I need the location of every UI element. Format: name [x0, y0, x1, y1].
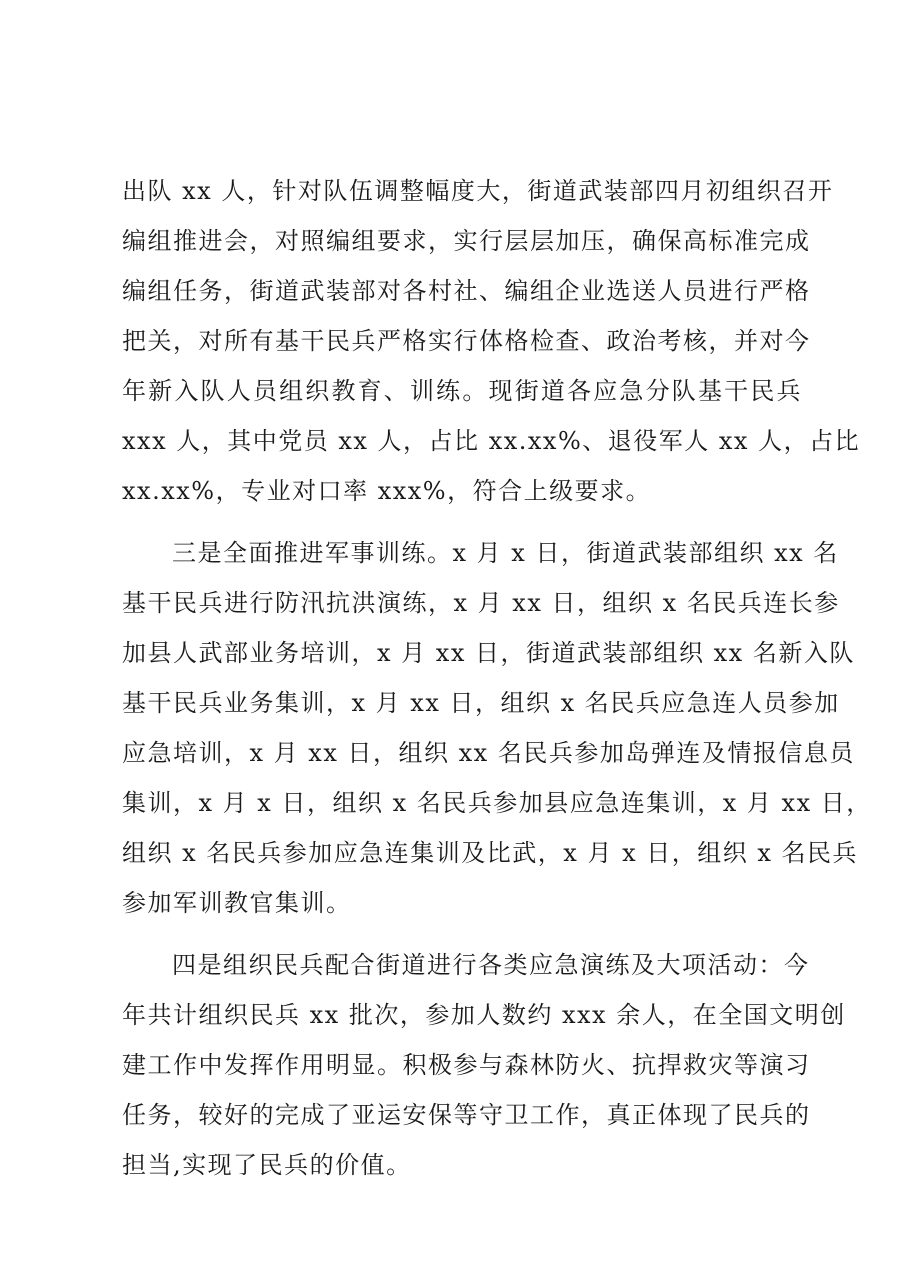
paragraph-1 — [122, 166, 861, 516]
text-line: 基干民兵进行防汛抗洪演练，x 月 xx 日，组织 x 名民兵连长参 — [122, 589, 840, 617]
text-line: 四是组织民兵配合街道进行各类应急演练及大项活动：今 — [172, 951, 810, 979]
text-line: 建工作中发挥作用明显。积极参与森林防火、抗捍救灾等演习 — [122, 1051, 811, 1079]
text-line: 出队 xx 人，针对队伍调整幅度大，街道武装部四月初组织召开 — [122, 177, 834, 205]
text-line: xxx 人，其中党员 xx 人，占比 xx.xx%、退役军人 xx 人，占比 — [122, 427, 861, 455]
paragraph-gap — [122, 516, 802, 528]
text-line: 组织 x 名民兵参加应急连集训及比武，x 月 x 日，组织 x 名民兵 — [122, 839, 859, 867]
paragraph-3 — [122, 940, 846, 1190]
document-body — [122, 166, 872, 1190]
text-line: 担当,实现了民兵的价值。 — [122, 1151, 412, 1179]
text-line: 编组推进会，对照编组要求，实行层层加压，确保高标准完成 — [122, 227, 811, 255]
text-line: 参加军训教官集训。 — [122, 889, 352, 917]
text-line: 应急培训，x 月 xx 日，组织 xx 名民兵参加岛弹连及情报信息员 — [122, 739, 855, 767]
text-line: 编组任务，街道武装部对各村社、编组企业选送人员进行严格 — [122, 277, 811, 305]
text-line: 把关，对所有基干民兵严格实行体格检查、政治考核，并对今 — [122, 327, 811, 355]
text-line: 集训，x 月 x 日，组织 x 名民兵参加县应急连集训，x 月 xx 日， — [122, 789, 872, 817]
text-line: xx.xx%，专业对口率 xxx%，符合上级要求。 — [122, 477, 652, 505]
paragraph-2 — [122, 528, 872, 928]
text-line: 三是全面推进军事训练。x 月 x 日，街道武装部组织 xx 名 — [172, 539, 839, 567]
text-line: 加县人武部业务培训，x 月 xx 日，街道武装部组织 xx 名新入队 — [122, 639, 855, 667]
paragraph-gap — [122, 928, 802, 940]
text-line: 年新入队人员组织教育、训练。现街道各应急分队基干民兵 — [122, 377, 802, 405]
text-line: 任务，较好的完成了亚运安保等守卫工作，真正体现了民兵的 — [122, 1101, 811, 1129]
text-line: 基干民兵业务集训，x 月 xx 日，组织 x 名民兵应急连人员参加 — [122, 689, 840, 717]
text-line: 年共计组织民兵 xx 批次，参加人数约 xxx 余人，在全国文明创 — [122, 1001, 846, 1029]
